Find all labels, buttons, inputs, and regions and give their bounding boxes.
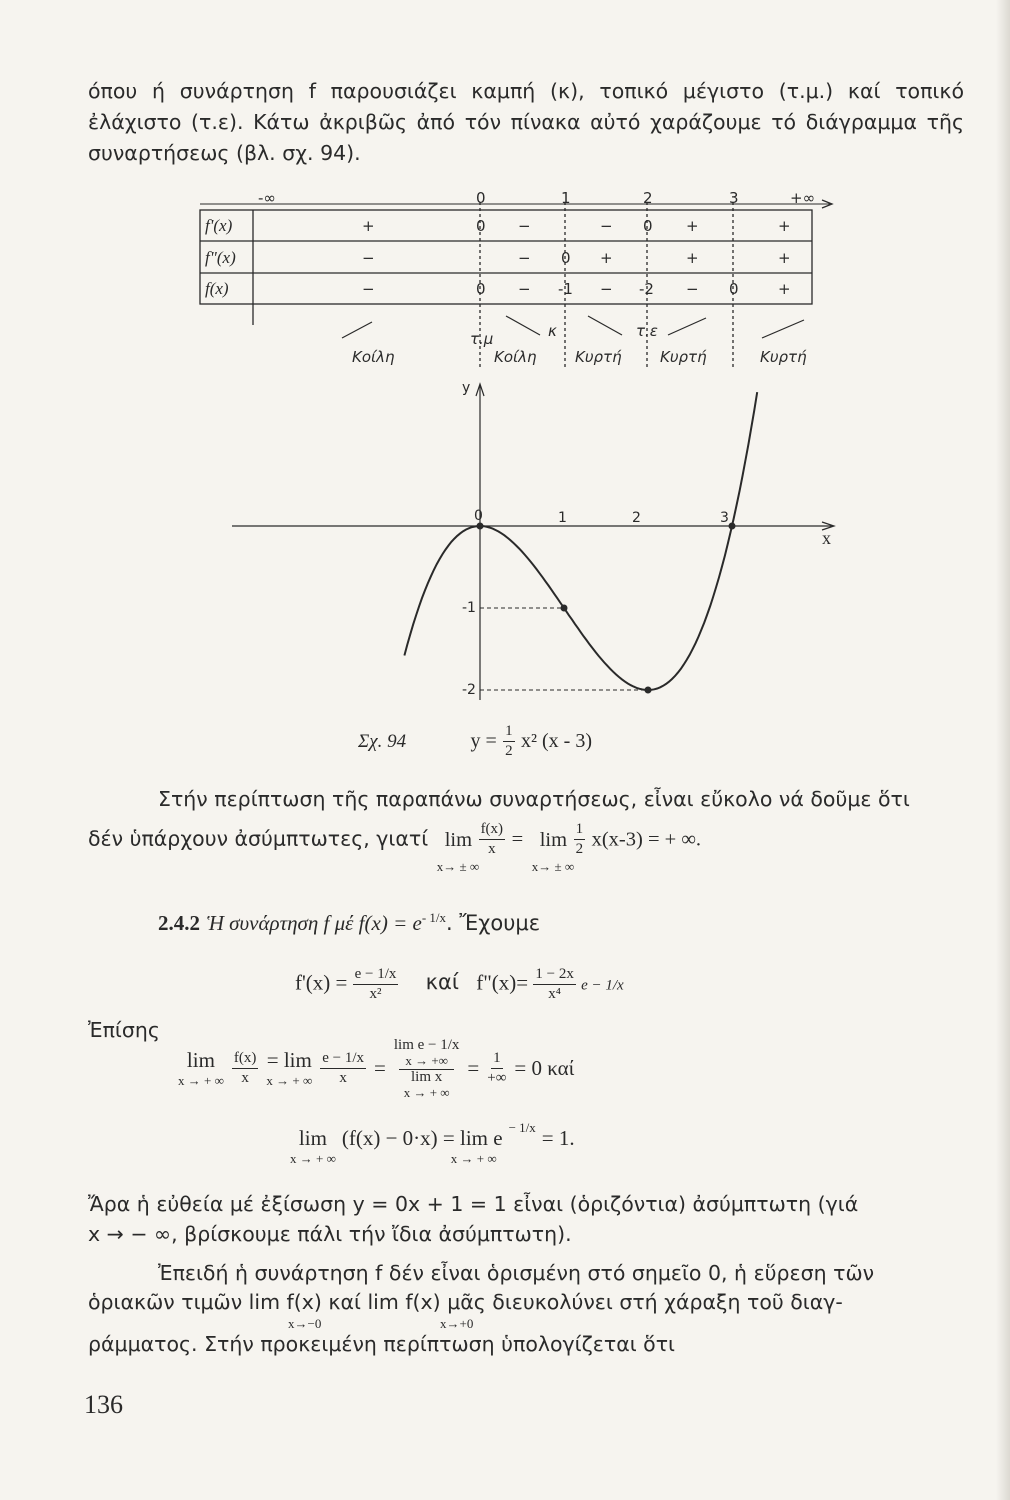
top-label-0: 0: [476, 190, 486, 207]
limits2-expr: (f(x) − 0·x) = lim e: [341, 1126, 503, 1150]
fx-num: f(x): [479, 822, 506, 840]
frac-d-num: 1: [491, 1051, 503, 1069]
annot-koili: Κοίλη: [352, 348, 395, 366]
para4-line1: Ἐπειδή ἡ συνάρτηση f δέν εἶναι ὁρισμένη στό σημεῖο 0, ἡ εὕρεση τῶν: [158, 1261, 875, 1285]
r3-value: 0: [729, 280, 739, 298]
r3-sign: +: [778, 280, 791, 298]
section-exponent: - 1/x: [421, 910, 447, 925]
lim-e: lim: [298, 1126, 327, 1150]
half-den: 2: [575, 841, 584, 857]
annot-kyrti: Κυρτή: [575, 348, 622, 366]
frac-c-den-sub: x → + ∞: [403, 1085, 450, 1101]
frac-b-num: e − 1/x: [320, 1051, 366, 1069]
curve-point: [645, 687, 652, 694]
row-label-fprime: f'(x): [205, 216, 233, 235]
frac-a: [232, 1051, 259, 1086]
x-tick-2: 2: [632, 510, 641, 526]
lim-a: lim: [186, 1048, 215, 1073]
fprime-num: e − 1/x: [353, 967, 399, 985]
half-fraction: [574, 822, 586, 857]
r2-zero: 0: [561, 249, 571, 267]
lim-1: lim: [444, 828, 473, 851]
function-graph: [232, 384, 834, 700]
fprime-den: x²: [369, 986, 382, 1002]
arrow-up-icon: [762, 320, 804, 338]
top-label-3: 3: [729, 190, 739, 207]
fprime-fraction: [353, 967, 399, 1002]
half-num: 1: [574, 822, 586, 840]
r1-zero: 0: [643, 217, 653, 235]
limits2-sub2: x → + ∞: [450, 1151, 497, 1166]
annot-tm: τ.μ: [470, 330, 494, 348]
fsecond-num: 1 − 2x: [533, 967, 575, 985]
r3-value: -2: [639, 280, 654, 298]
r3-sign: −: [686, 280, 699, 298]
x-tick-1: 1: [558, 510, 567, 526]
frac-c-num: lim e − 1/x: [393, 1037, 460, 1053]
fsecond-tail: e − 1/x: [581, 977, 624, 994]
r3-value: -1: [558, 280, 573, 298]
annot-kyrti: Κυρτή: [660, 348, 707, 366]
frac-a-den: x: [241, 1070, 249, 1087]
annot-koili: Κοίλη: [494, 348, 537, 366]
derivatives-line: [295, 967, 624, 1002]
para4-sub-a: x→−0: [288, 1316, 322, 1331]
r1-sign: −: [518, 217, 531, 235]
curve-point: [729, 523, 736, 530]
r1-sign: +: [778, 217, 791, 235]
lim-1-sub: x→ ± ∞: [436, 858, 480, 874]
caption-eq-right: x² (x - 3): [521, 730, 592, 752]
intro-paragraph: όπου ή συνάρτηση f παρουσιάζει καμπή (κ), τοπικό μέγιστο (τ.μ.) καί τοπικό ἐλάχιστο (τ.ε). Κάτω ἀκριβῶς ἀπό τόν πίνακα αὐτό χαράζουμε τό διάγραμμα τῆς συναρτήσεως (βλ. σχ. 94).: [88, 79, 964, 165]
frac-c-num-sub: x → +∞: [399, 1054, 454, 1071]
limits2-tail: = 1.: [541, 1126, 575, 1150]
y-tick-minus-1: -1: [462, 600, 476, 616]
caption-frac-den: 2: [505, 743, 513, 759]
r3-sign: −: [600, 280, 613, 298]
r2-sign: −: [518, 249, 531, 267]
r1-zero: 0: [476, 217, 486, 235]
frac-c-den: lim x: [411, 1069, 443, 1086]
kai-word: καί: [425, 970, 459, 995]
frac-d: [487, 1051, 506, 1086]
lim-b-sub: x → + ∞: [266, 1073, 313, 1089]
r3-sign: −: [518, 280, 531, 298]
limits1-tail: = 0 καί: [514, 1056, 575, 1081]
frac-d-den: +∞: [487, 1070, 507, 1087]
lim-a-sub: x → + ∞: [178, 1073, 224, 1089]
r2-sign: +: [778, 249, 791, 267]
para4-line3: ράμματος. Στήν προκειμένη περίπτωση ὑπολογίζεται ὅτι: [88, 1332, 675, 1356]
para2-line1: Στήν περίπτωση τῆς παραπάνω συναρτήσεως, εἶναι εὔκολο νά δοῦμε ὅτι: [158, 787, 910, 811]
limits2-exp: − 1/x: [508, 1120, 536, 1135]
fx-over-x: [479, 822, 506, 857]
arrow-up-icon: [668, 318, 706, 335]
row-label-f: f(x): [205, 279, 229, 298]
frac-b: [320, 1051, 366, 1086]
eq-sign: =: [511, 828, 524, 851]
r1-sign: +: [686, 217, 699, 235]
eq-b: =: [374, 1056, 386, 1081]
annot-te: τ.ε: [636, 322, 658, 340]
function-curve: [404, 392, 757, 690]
para4-line2: ὁριακῶν τιμῶν lim f(x) καί lim f(x) μᾶς διευκολύνει στή χάραξη τοῦ διαγ-: [88, 1290, 843, 1314]
eq-lim-b: = lim: [266, 1048, 312, 1073]
r2-sign: +: [686, 249, 699, 267]
fsecond-label: f"(x)=: [476, 970, 529, 995]
r3-sign: −: [362, 280, 375, 298]
top-label-2: 2: [643, 190, 653, 207]
top-label-minus-inf: -∞: [258, 190, 276, 207]
para4-sub-b: x→+0: [440, 1316, 474, 1331]
section-title: Ἡ συνάρτηση f μέ f(x) = e: [206, 911, 422, 935]
caption-frac-num: 1: [503, 724, 515, 742]
arrow-down-icon: [506, 316, 540, 335]
frac-c: [394, 1038, 460, 1100]
row-label-fsecond: f"(x): [205, 248, 236, 267]
top-label-1: 1: [561, 190, 571, 207]
caption-label: Σχ. 94: [358, 731, 407, 752]
r1-sign: −: [600, 217, 613, 235]
section-heading: [158, 910, 540, 936]
para2-line2: [88, 821, 968, 874]
fsecond-den: x⁴: [548, 986, 561, 1002]
caption-eq-left: y =: [470, 730, 497, 752]
r2-sign: −: [362, 249, 375, 267]
lim-2-sub: x→ ± ∞: [531, 858, 575, 874]
section-after: . Ἔχουμε: [446, 911, 541, 935]
para3-line2: x → − ∞, βρίσκουμε πάλι τήν ἴδια ἀσύμπτωτη).: [88, 1222, 572, 1246]
frac-a-num: f(x): [232, 1051, 259, 1069]
origin-label: 0: [474, 508, 483, 524]
top-label-plus-inf: +∞: [790, 190, 816, 207]
y-tick-minus-2: -2: [462, 682, 476, 698]
fx-den: x: [488, 841, 496, 857]
caption-fraction: [503, 724, 515, 759]
page-number: 136: [84, 1390, 123, 1419]
limits-line-1: [178, 1038, 574, 1100]
table-border: [200, 210, 812, 304]
x-axis-label: x: [822, 528, 831, 548]
r2-sign: +: [600, 249, 613, 267]
frac-b-den: x: [339, 1070, 347, 1087]
eq-c: =: [467, 1056, 480, 1081]
para3-line1: Ἄρα ἡ εὐθεία μέ ἐξίσωση y = 0x + 1 = 1 εἶναι (ὁριζόντια) ἀσύμπτωτη (γιά: [88, 1192, 859, 1216]
episis-word: Ἐπίσης: [88, 1018, 160, 1042]
figure-caption: [358, 724, 592, 759]
arrow-up-icon: [342, 322, 372, 338]
lim-e-sub: x → + ∞: [290, 1151, 336, 1166]
fprime-label: f'(x) =: [295, 970, 348, 995]
section-number: 2.4.2: [158, 911, 200, 935]
para2-expr: x(x-3) = + ∞.: [591, 828, 702, 851]
r3-value: 0: [476, 280, 486, 298]
y-axis-label: y: [462, 380, 471, 396]
r1-sign: +: [362, 217, 375, 235]
lim-2: lim: [539, 828, 568, 851]
x-tick-3: 3: [720, 510, 729, 526]
fsecond-fraction: [533, 967, 575, 1002]
para2-prefix: δέν ὑπάρχουν ἀσύμπτωτες, γιατί: [88, 826, 429, 851]
curve-point: [561, 605, 568, 612]
limits-line-2: [290, 1120, 575, 1167]
arrow-down-icon: [588, 316, 622, 335]
annot-k: κ: [548, 322, 557, 340]
annot-kyrti: Κυρτή: [760, 348, 807, 366]
